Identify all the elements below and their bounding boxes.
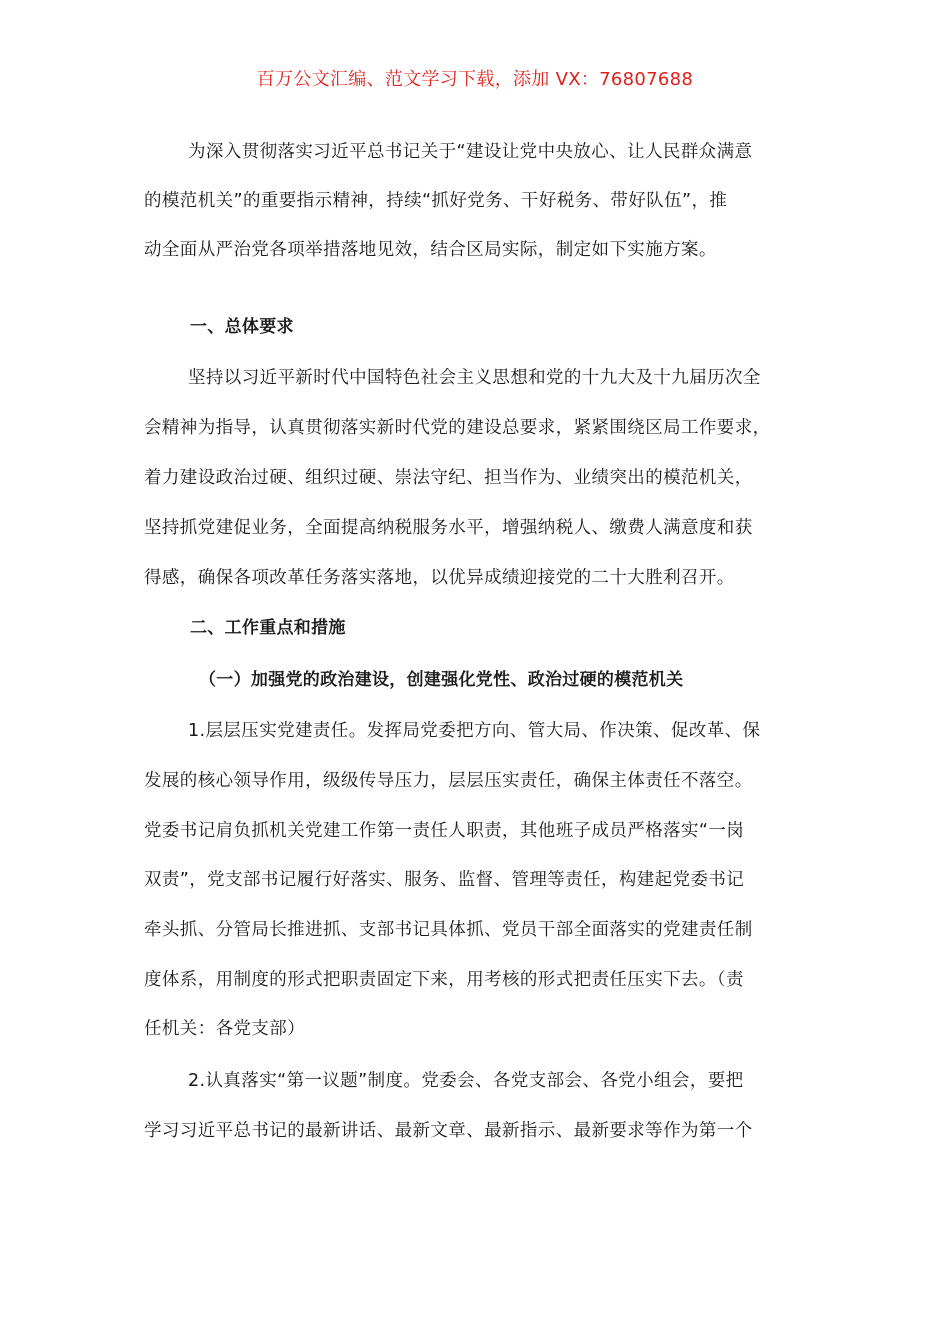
section1-line: 着力建设政治过硬、组织过硬、崇法守纪、担当作为、业绩突出的模范机关， xyxy=(144,468,753,488)
section-heading-key-measures: 二、工作重点和措施 xyxy=(190,618,346,638)
item1-line: 任机关：各党支部） xyxy=(144,1019,306,1039)
section1-line: 会精神为指导，认真贯彻落实新时代党的建设总要求，紧紧围绕区局工作要求， xyxy=(144,418,771,438)
item1-line: 党委书记肩负抓机关党建工作第一责任人职责，其他班子成员严格落实“一岗 xyxy=(144,821,745,841)
item1-line: 度体系，用制度的形式把职责固定下来，用考核的形式把责任压实下去。（责 xyxy=(144,970,744,990)
section1-line: 坚持以习近平新时代中国特色社会主义思想和党的十九大及十九届历次全 xyxy=(188,368,761,388)
item2-line: 2.认真落实“第一议题”制度。党委会、各党支部会、各党小组会，要把 xyxy=(188,1071,744,1091)
item1-line: 1.层层压实党建责任。发挥局党委把方向、管大局、作决策、促改革、保 xyxy=(188,721,761,741)
item1-line: 双责”，党支部书记履行好落实、服务、监督、管理等责任，构建起党委书记 xyxy=(144,870,745,890)
subsection-heading: （一）加强党的政治建设，创建强化党性、政治过硬的模范机关 xyxy=(199,670,684,690)
item1-line: 牵头抓、分管局长推进抓、支部书记具体抓、党员干部全面落实的党建责任制 xyxy=(144,920,753,940)
section-heading-overall-requirements: 一、总体要求 xyxy=(190,317,294,337)
item2-line: 学习习近平总书记的最新讲话、最新文章、最新指示、最新要求等作为第一个 xyxy=(144,1121,753,1141)
header-ad-text: 百万公文汇编、范文学习下载，添加 VX：76807688 xyxy=(256,69,694,90)
section1-line: 得感，确保各项改革任务落实落地，以优异成绩迎接党的二十大胜利召开。 xyxy=(144,568,735,588)
intro-line: 为深入贯彻落实习近平总书记关于“建设让党中央放心、让人民群众满意 xyxy=(188,142,753,162)
item1-line: 发展的核心领导作用，级级传导压力，层层压实责任，确保主体责任不落空。 xyxy=(144,771,753,791)
intro-line: 动全面从严治党各项举措落地见效，结合区局实际，制定如下实施方案。 xyxy=(144,240,717,260)
intro-line: 的模范机关”的重要指示精神，持续“抓好党务、干好税务、带好队伍”，推 xyxy=(144,191,728,211)
section1-line: 坚持抓党建促业务，全面提高纳税服务水平，增强纳税人、缴费人满意度和获 xyxy=(144,518,753,538)
